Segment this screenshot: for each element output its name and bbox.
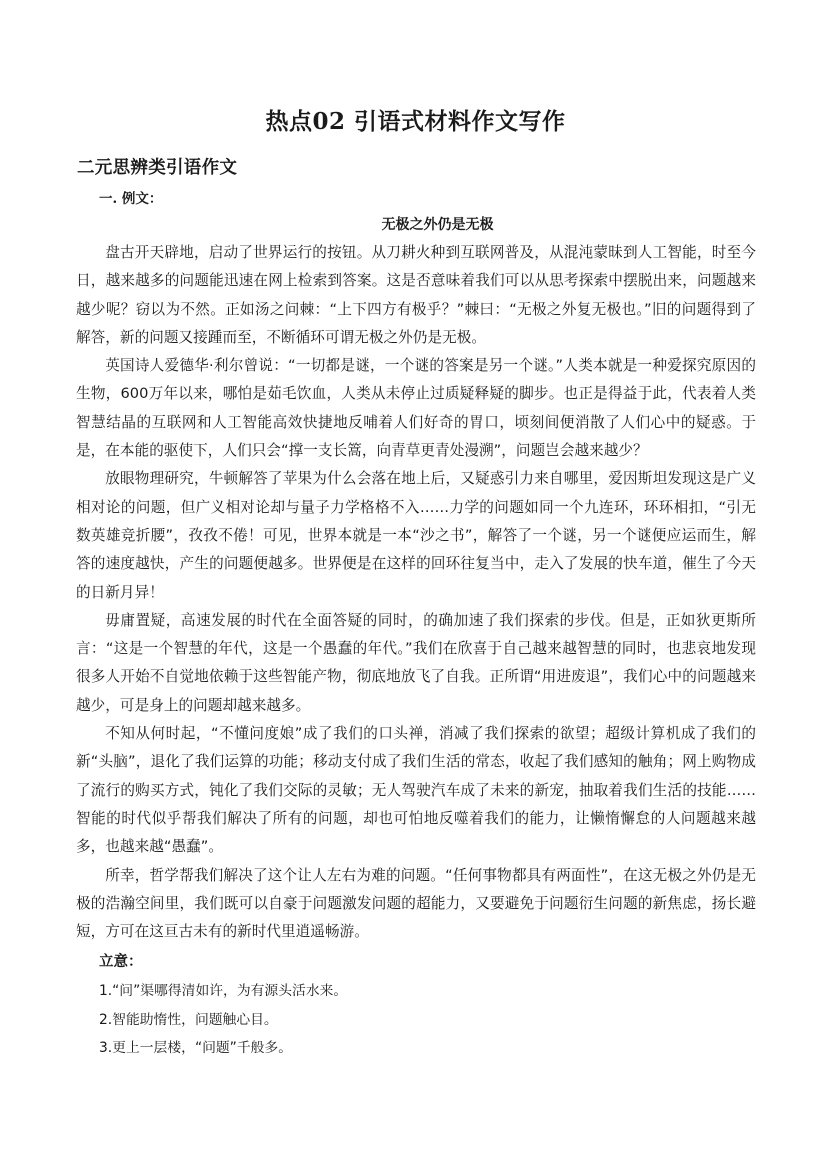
essay-body: [76, 239, 756, 946]
liyi-heading: 立意：: [99, 954, 143, 970]
essay-paragraph: 所幸，哲学帮我们解决了这个让人左右为难的问题。“任何事物都具有两面性”，在这无极之外仍是无极的浩瀚空间里，我们既可以自豪于问题激发问题的超能力，又要避免于问题衍生问题的新焦虑，扬长避短，方可在这亘古未有的新时代里逍遥畅游。: [76, 866, 756, 941]
essay-paragraph: 盘古开天辟地，启动了世界运行的按钮。从刀耕火种到互联网普及，从混沌蒙昧到人工智能，时至今日，越来越多的问题能迅速在网上检索到答案。这是否意味着我们可以从思考探索中摆脱出来，问题越来越少呢？窃以为不然。正如汤之问棘：“上下四方有极乎？”棘曰：“无极之外复无极也。”旧的问题得到了解答，新的问题又接踵而至，不断循环可谓无极之外仍是无极。: [76, 244, 756, 346]
essay-paragraph: 不知从何时起，“不懂问度娘”成了我们的口头禅，消减了我们探索的欲望；超级计算机成了我们的新“头脑”，退化了我们运算的功能；移动支付成了我们生活的常态，收起了我们感知的触角；网上购物成了流行的购买方式，钝化了我们交际的灵敏；无人驾驶汽车成了未来的新宠，抽取着我们生活的技能……智能的时代似乎帮我们解决了所有的问题，却也可怕地反噬着我们的能力，让懒惰懈怠的人问题越来越多，也越来越“愚蠢”。: [76, 725, 756, 856]
document-title: 热点02 引语式材料作文写作: [265, 108, 566, 135]
essay-paragraph: 放眼物理研究，牛顿解答了苹果为什么会落在地上后，又疑惑引力来自哪里，爱因斯坦发现这是广义相对论的问题，但广义相对论却与量子力学格格不入……力学的问题如同一个九连环，环环相扣，“引无数英雄竞折腰”，孜孜不倦！可见，世界本就是一本“沙之书”，解答了一个谜，另一个谜便应运而生，解答的速度越快，产生的问题便越多。世界便是在这样的回环往复当中，走入了发展的快车道，催生了今天的日新月异！: [76, 470, 756, 601]
essay-title: 无极之外仍是无极: [381, 217, 494, 233]
example-heading: 一. 例文：: [99, 191, 163, 207]
liyi-points: [99, 977, 347, 1063]
essay-paragraph: 毋庸置疑，高速发展的时代在全面答疑的同时，的确加速了我们探索的步伐。但是，正如狄更斯所言：“这是一个智慧的年代，这是一个愚蠢的年代。”我们在欣喜于自己越来越智慧的同时，也悲哀地发现很多人开始不自觉地依赖于这些智能产物，彻底地放飞了自我。正所谓“用进废退”，我们心中的问题越来越少，可是身上的问题却越来越多。: [76, 611, 756, 714]
liyi-point: 2.智能助惰性，问题触心目。: [99, 1011, 278, 1028]
liyi-point: 1.“问”渠哪得清如许，为有源头活水来。: [99, 983, 348, 999]
liyi-point: 3.更上一层楼，“问题”千般多。: [99, 1040, 293, 1057]
section-heading: 二元思辨类引语作文: [77, 158, 238, 178]
essay-paragraph: 英国诗人爱德华·利尔曾说：“一切都是谜，一个谜的答案是另一个谜。”人类本就是一种爱探究原因的生物，600万年以来，哪怕是茹毛饮血，人类从未停止过质疑释疑的脚步。也正是得益于此，代表着人类智慧结晶的互联网和人工智能高效快捷地反哺着人们好奇的胃口，顷刻间便消散了人们心中的疑惑。于是，在本能的驱使下，人们只会“撑一支长篙，向青草更青处漫溯”，问题岂会越来越少？: [76, 357, 756, 460]
